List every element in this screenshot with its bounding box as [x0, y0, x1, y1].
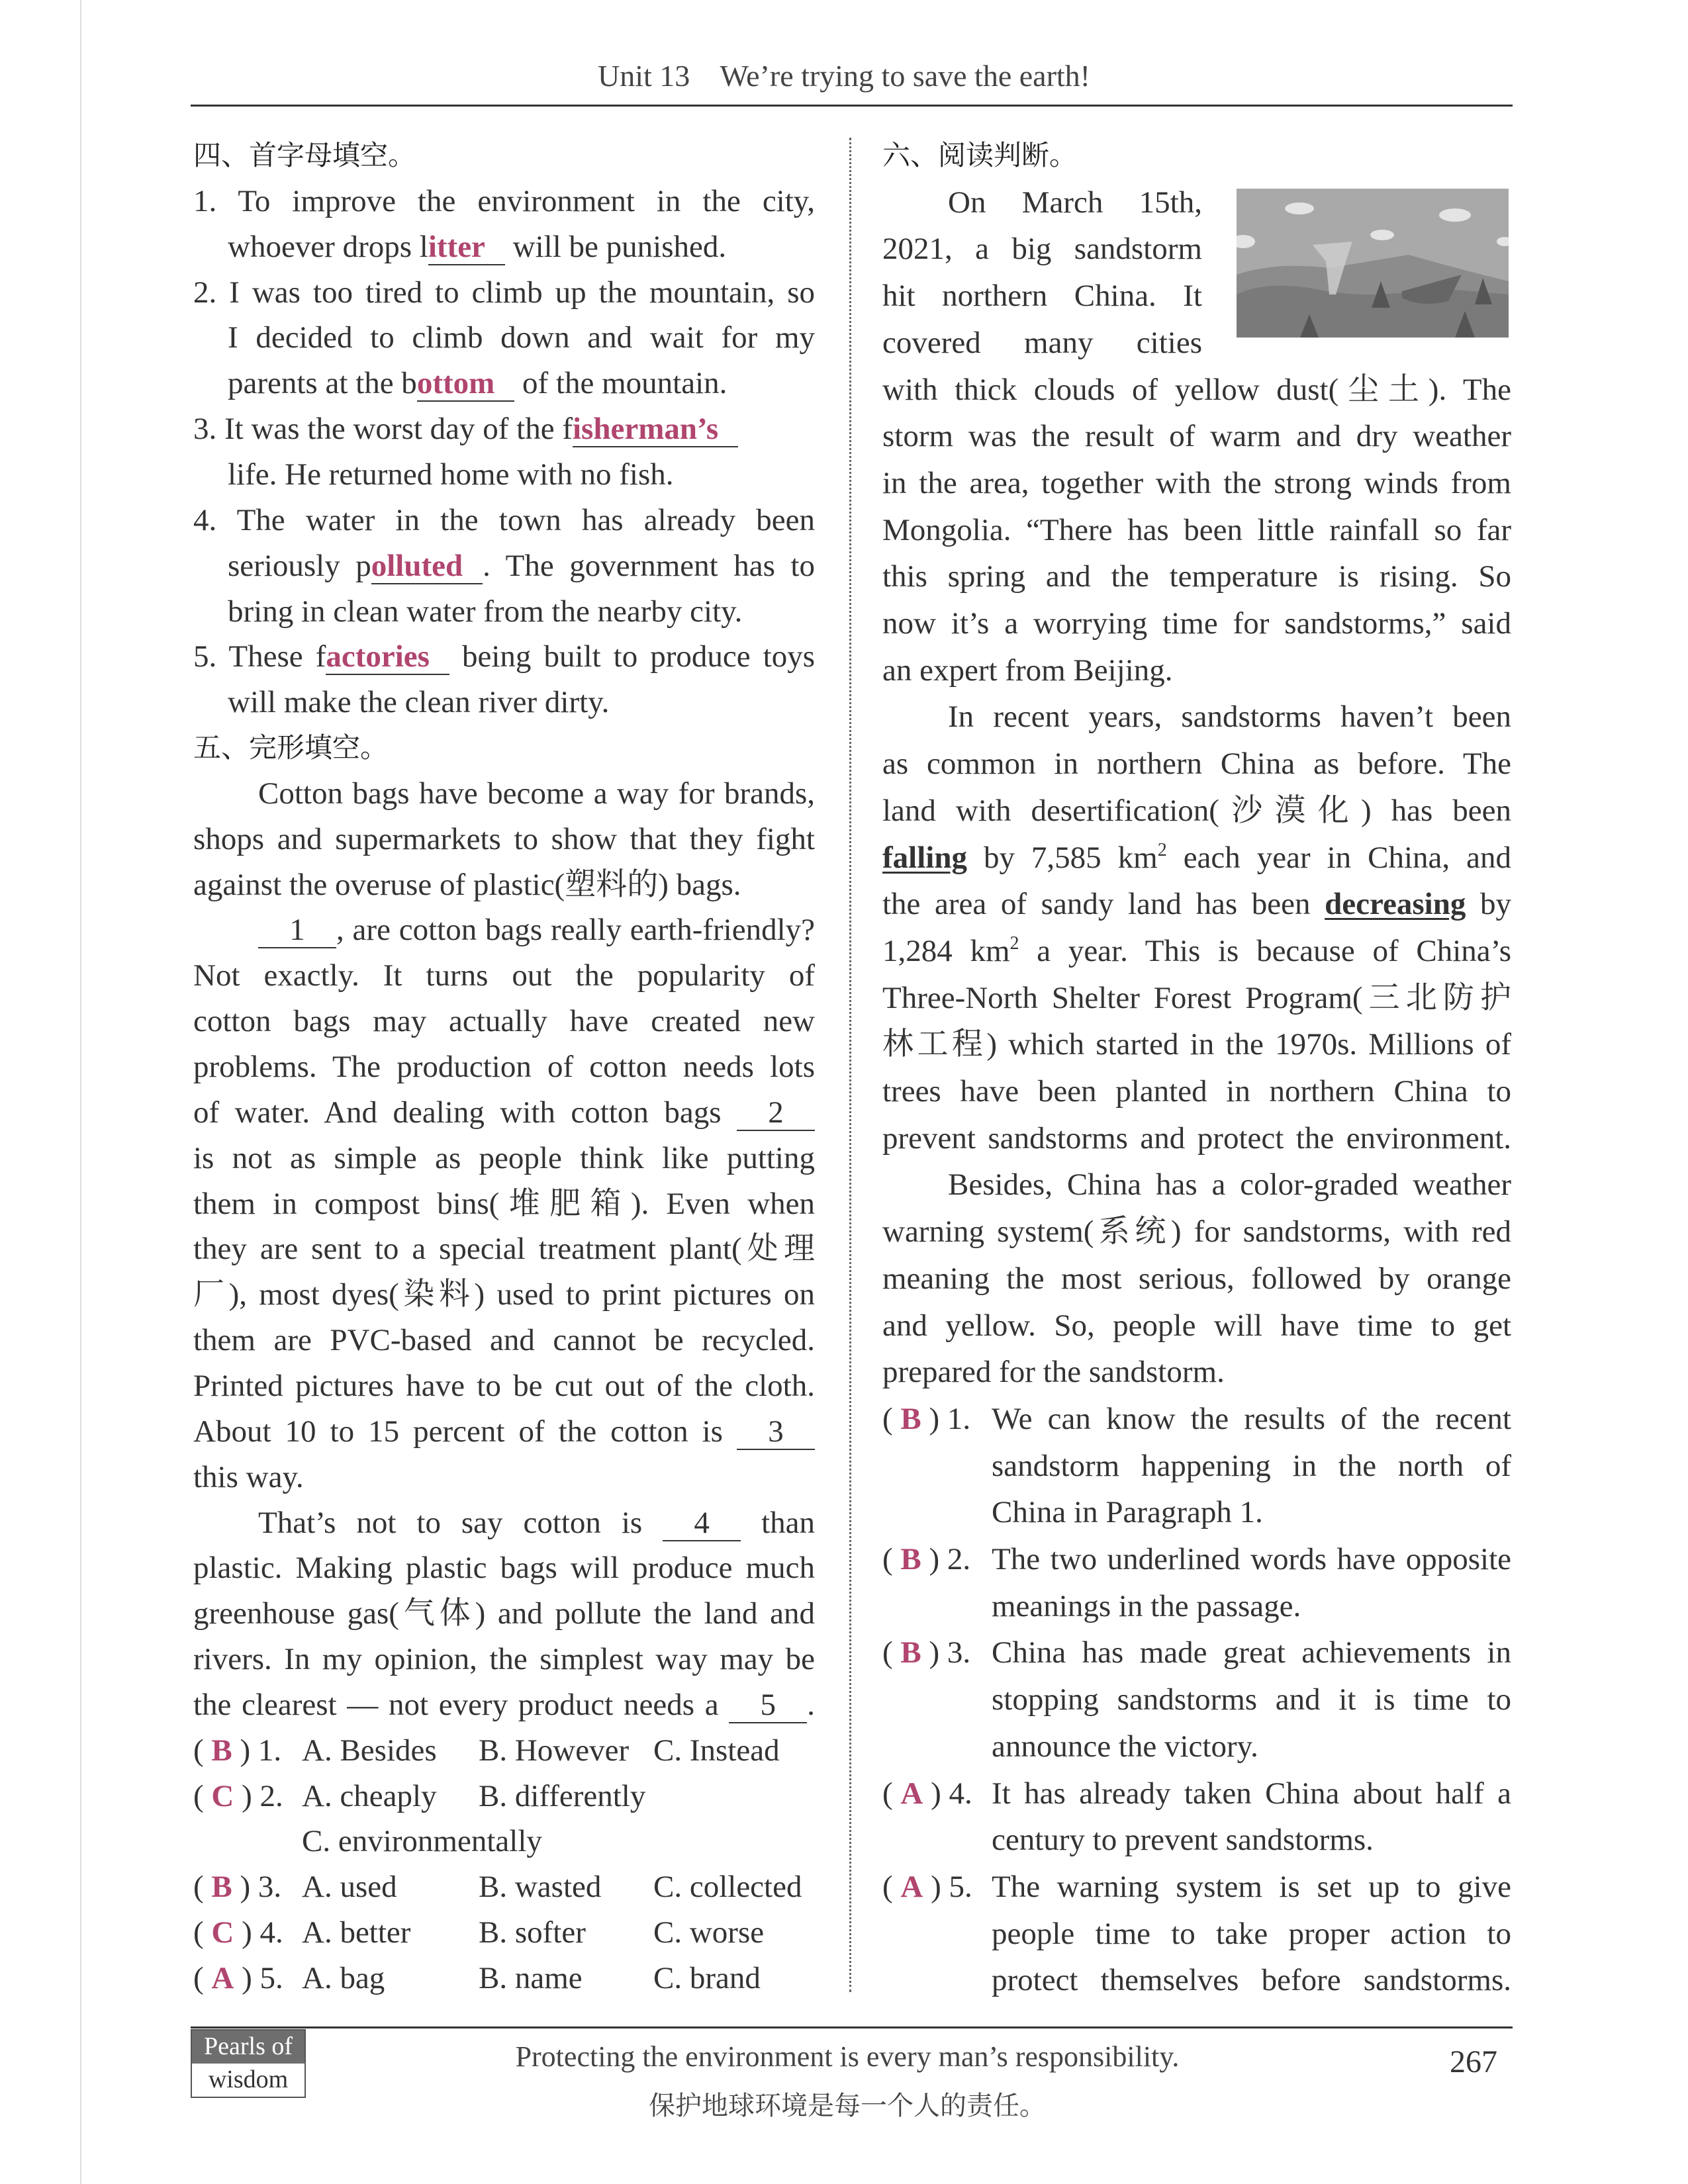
- text-segment: covered many cities: [882, 325, 1202, 360]
- superscript: 2: [1009, 933, 1019, 954]
- section-heading: [193, 136, 815, 175]
- question-number: 4.: [259, 1915, 283, 1950]
- question-prefix: [882, 1867, 972, 1907]
- footer-quote-chinese: 保护地球环境是每一个人的责任。: [649, 2091, 1046, 2121]
- text-line: [228, 318, 815, 357]
- answer-options-line: [193, 1731, 815, 1770]
- text-segment: .: [807, 1687, 815, 1722]
- cloze-blank: 3: [737, 1414, 815, 1450]
- text-line: [882, 416, 1511, 456]
- text-segment: the clearest — not every product needs a: [193, 1687, 729, 1722]
- text-line: [882, 604, 1511, 643]
- text-segment: On March 15th,: [948, 185, 1202, 220]
- text-segment: hit northern China. It: [882, 279, 1202, 314]
- option-a: A. bag: [302, 1961, 385, 1995]
- text-segment: people time to take proper action to: [992, 1916, 1511, 1951]
- text-line: [228, 455, 815, 494]
- text-line: [948, 183, 1202, 222]
- text-line: [882, 370, 1511, 410]
- text-segment: being built to produce toys: [449, 639, 816, 674]
- filled-answer: actories: [326, 639, 449, 675]
- text-segment: now it’s a worrying time for sandstorms,” said: [882, 606, 1511, 641]
- filled-answer: isherman’s: [573, 412, 738, 447]
- text-segment: That’s not to say cotton is: [258, 1505, 663, 1540]
- text-line: [193, 1685, 815, 1725]
- text-segment: life. He returned home with no fish.: [228, 457, 674, 492]
- text-segment: It has already taken China about half a: [992, 1776, 1511, 1811]
- text-segment: storm was the result of warm and dry weather: [882, 419, 1511, 454]
- text-line: [992, 1727, 1511, 1766]
- text-segment: 1,284 km: [882, 933, 1010, 968]
- text-line: [882, 1259, 1511, 1298]
- text-segment: 2021, a big sandstorm: [882, 232, 1202, 267]
- question-line: [992, 1399, 1511, 1439]
- option-a: A. Besides: [302, 1733, 437, 1768]
- option-a: C. environmentally: [302, 1824, 542, 1859]
- text-line: [193, 500, 815, 540]
- text-line: [992, 1960, 1511, 2000]
- answer-options-line: [193, 1821, 815, 1861]
- text-segment: 六、阅读判断。: [882, 139, 1078, 171]
- answer-choice: ( B ): [193, 1870, 250, 1904]
- text-line: [193, 1184, 815, 1224]
- text-segment: , are cotton bags really earth-friendly?: [336, 913, 815, 948]
- text-segment: Mongolia. “There has been little rainfall so far: [882, 512, 1511, 547]
- text-line: [882, 838, 1511, 878]
- page-margin-line: [80, 0, 81, 2184]
- text-segment: them are PVC-based and cannot be recycled.: [193, 1323, 815, 1358]
- question-prefix: [882, 1774, 972, 1813]
- answer-choice: ( B ): [882, 1635, 939, 1670]
- text-segment: will make the clean river dirty.: [228, 685, 610, 720]
- text-segment: and yellow. So, people will have time to get: [882, 1308, 1511, 1343]
- text-segment: than: [741, 1505, 816, 1540]
- text-line: [228, 546, 815, 586]
- text-line: [882, 1024, 1511, 1064]
- text-line: [193, 1047, 815, 1087]
- question-number: 5.: [259, 1961, 283, 1995]
- option-c: C. Instead: [653, 1733, 780, 1768]
- text-line: [228, 592, 815, 631]
- text-segment: an expert from Beijing.: [882, 653, 1173, 688]
- text-segment: meanings in the passage.: [992, 1588, 1301, 1623]
- text-line: [193, 1138, 815, 1178]
- text-segment: China in Paragraph 1.: [992, 1495, 1263, 1530]
- text-segment: as common in northern China as before. The: [882, 747, 1511, 782]
- text-segment: by 7,585 km: [966, 840, 1158, 875]
- option-b: B. wasted: [479, 1870, 602, 1905]
- text-segment: 1. To improve the environment in the city,: [193, 183, 815, 218]
- sandstorm-illustration: [1237, 189, 1509, 338]
- text-segment: the area of sandy land has been: [882, 887, 1325, 922]
- text-line: [882, 1071, 1511, 1111]
- question-prefix: [882, 1633, 970, 1672]
- question-number: 3.: [258, 1870, 282, 1905]
- text-line: [193, 819, 815, 859]
- text-segment: them in compost bins(堆肥箱). Even when: [193, 1186, 815, 1221]
- text-line: [228, 227, 815, 267]
- option-c: C. collected: [653, 1870, 802, 1905]
- option-a: A. better: [302, 1915, 411, 1950]
- answer-options-line: [193, 1776, 815, 1816]
- text-line: [882, 510, 1511, 550]
- question-line: [992, 1867, 1511, 1907]
- text-segment: Cotton bags have become a way for brands,: [258, 776, 815, 811]
- text-line: [193, 409, 815, 449]
- text-line: [882, 1306, 1511, 1345]
- text-line: [882, 276, 1202, 316]
- text-line: [882, 791, 1511, 831]
- text-segment: will be punished.: [504, 229, 727, 264]
- question-number: 2.: [947, 1542, 971, 1576]
- answer-options-line: [193, 1913, 815, 1952]
- superscript: 2: [1157, 839, 1167, 860]
- cloze-blank: 2: [737, 1095, 815, 1131]
- header-divider: [191, 105, 1513, 107]
- text-line: [882, 323, 1202, 363]
- text-segment: of water. And dealing with cotton bags: [193, 1095, 737, 1130]
- text-segment: sandstorm happening in the north of: [992, 1448, 1511, 1483]
- question-line: [992, 1774, 1511, 1813]
- text-segment: I decided to climb down and wait for my: [228, 320, 815, 355]
- option-c: C. worse: [653, 1915, 765, 1950]
- text-line: [948, 1165, 1511, 1205]
- text-line: [992, 1914, 1511, 1954]
- text-line: [193, 1320, 815, 1360]
- text-segment: is not as simple as people think like putting: [193, 1140, 815, 1175]
- text-segment: century to prevent sandstorms.: [992, 1823, 1374, 1858]
- text-segment: prepared for the sandstorm.: [882, 1355, 1225, 1390]
- question-line: [992, 1633, 1511, 1672]
- unit-header-title: Unit 13 We’re trying to save the earth!: [598, 59, 1090, 93]
- text-segment: whoever drops l: [228, 229, 428, 264]
- text-segment: bring in clean water from the nearby city.: [228, 594, 743, 629]
- pearls-label: Pearls of: [192, 2030, 305, 2064]
- text-line: [882, 557, 1511, 596]
- text-segment: plastic. Making plastic bags will produce much: [193, 1551, 815, 1586]
- text-line: [258, 910, 815, 950]
- text-segment: seriously p: [228, 548, 371, 583]
- question-line: [992, 1539, 1511, 1579]
- text-line: [992, 1586, 1511, 1626]
- question-number: 1.: [947, 1401, 971, 1436]
- text-segment: stopping sandstorms and it is time to: [992, 1682, 1511, 1717]
- text-segment: announce the victory.: [992, 1729, 1258, 1764]
- answer-options-line: [193, 1958, 815, 1998]
- option-c: C. brand: [653, 1961, 761, 1995]
- text-segment: 林工程) which started in the 1970s. Millions of: [882, 1027, 1511, 1062]
- text-line: [193, 1366, 815, 1406]
- text-line: [193, 1594, 815, 1633]
- text-line: [992, 1492, 1511, 1532]
- text-line: [992, 1446, 1511, 1486]
- text-segment: China has made great achievements in: [992, 1635, 1511, 1670]
- footer-divider: [191, 2026, 1513, 2028]
- footer-quote-english: Protecting the environment is every man’s responsibility.: [515, 2040, 1180, 2073]
- text-line: [992, 1820, 1511, 1860]
- text-line: [882, 884, 1511, 924]
- answer-choice: ( B ): [882, 1542, 939, 1576]
- text-segment: We can know the results of the recent: [992, 1401, 1511, 1436]
- option-b: B. softer: [479, 1915, 586, 1950]
- text-line: [193, 1457, 815, 1497]
- page-number: 267: [1450, 2044, 1497, 2079]
- text-segment: this way.: [193, 1459, 304, 1494]
- text-segment: with thick clouds of yellow dust(尘土). The: [882, 372, 1511, 407]
- cloze-blank: 4: [663, 1506, 741, 1541]
- answer-choice: ( B ): [193, 1733, 250, 1768]
- question-number: 3.: [947, 1635, 971, 1670]
- text-line: [258, 774, 815, 813]
- filled-answer: olluted: [371, 549, 483, 584]
- text-segment: In recent years, sandstorms haven’t been: [948, 700, 1511, 735]
- text-segment: they are sent to a special treatment plant(处理: [193, 1232, 815, 1267]
- option-b: B. differently: [479, 1778, 646, 1813]
- question-number: 4.: [949, 1776, 972, 1811]
- text-line: [882, 931, 1511, 971]
- question-number: 2.: [259, 1778, 283, 1813]
- text-segment: 厂), most dyes(染料) used to print pictures on: [193, 1277, 815, 1312]
- text-segment: protect themselves before sandstorms.: [992, 1963, 1511, 1998]
- option-b: B. However: [479, 1733, 630, 1768]
- text-segment: Printed pictures have to be cut out of the cloth.: [193, 1368, 815, 1403]
- text-segment: 五、完形填空。: [193, 731, 389, 764]
- answer-options-line: [193, 1867, 815, 1907]
- text-line: [193, 273, 815, 312]
- text-segment: each year in China, and: [1166, 840, 1511, 875]
- text-segment: The two underlined words have opposite: [992, 1542, 1511, 1576]
- text-line: [193, 637, 815, 676]
- text-segment: land with desertification(沙漠化) has been: [882, 793, 1511, 828]
- cloze-blank: 5: [729, 1688, 807, 1723]
- text-segment: problems. The production of cotton needs lots: [193, 1050, 815, 1084]
- cloze-blank: 1: [258, 913, 336, 948]
- text-line: [992, 1680, 1511, 1719]
- text-segment: of the mountain.: [514, 366, 727, 401]
- text-segment: Besides, China has a color-graded weather: [948, 1167, 1511, 1203]
- text-segment: meaning the most serious, followed by orange: [882, 1261, 1511, 1296]
- text-line: [193, 1412, 815, 1451]
- text-line: [882, 229, 1202, 269]
- text-segment: Not exactly. It turns out the popularity of: [193, 958, 815, 993]
- text-segment: rivers. In my opinion, the simplest way may be: [193, 1642, 815, 1677]
- text-line: [228, 363, 815, 403]
- text-segment: this spring and the temperature is rising. So: [882, 559, 1511, 594]
- text-segment: prevent sandstorms and protect the environment.: [882, 1120, 1511, 1156]
- text-line: [882, 1212, 1511, 1251]
- text-segment: The warning system is set up to give: [992, 1869, 1511, 1904]
- text-line: [193, 1548, 815, 1588]
- text-line: [882, 978, 1511, 1018]
- answer-choice: ( B ): [882, 1402, 939, 1436]
- text-segment: 2. I was too tired to climb up the mountain, so: [193, 275, 815, 310]
- text-line: [882, 1352, 1511, 1392]
- filled-answer: ottom: [417, 366, 514, 402]
- question-number: 5.: [949, 1869, 972, 1904]
- text-segment: by: [1466, 887, 1512, 922]
- question-number: 1.: [258, 1733, 282, 1768]
- text-segment: cotton bags may actually have created new: [193, 1004, 815, 1039]
- text-segment: About 10 to 15 percent of the cotton is: [193, 1414, 737, 1449]
- underlined-word: falling: [882, 840, 967, 875]
- text-line: [193, 1639, 815, 1679]
- section-heading: [193, 728, 815, 768]
- text-segment: 4. The water in the town has already been: [193, 502, 815, 537]
- underlined-word: decreasing: [1325, 887, 1466, 922]
- text-line: [882, 1118, 1511, 1158]
- section-heading: [882, 136, 1511, 175]
- text-line: [193, 1093, 815, 1132]
- text-line: [948, 697, 1511, 737]
- answer-choice: ( A ): [882, 1776, 941, 1811]
- answer-choice: ( A ): [882, 1870, 941, 1904]
- text-segment: 四、首字母填空。: [193, 139, 416, 171]
- text-line: [882, 651, 1511, 690]
- text-line: [228, 682, 815, 722]
- text-segment: greenhouse gas(气体) and pollute the land and: [193, 1596, 815, 1631]
- text-line: [882, 463, 1511, 503]
- question-prefix: [882, 1399, 970, 1439]
- option-b: B. name: [479, 1961, 583, 1995]
- text-segment: 3. It was the worst day of the f: [193, 412, 573, 447]
- answer-choice: ( C ): [193, 1779, 252, 1813]
- option-a: A. cheaply: [302, 1778, 437, 1813]
- text-line: [258, 1503, 815, 1543]
- column-divider: [849, 138, 851, 1992]
- text-line: [193, 1001, 815, 1041]
- text-line: [193, 1229, 815, 1269]
- text-segment: parents at the b: [228, 366, 417, 401]
- text-segment: in the area, together with the strong winds from: [882, 465, 1511, 500]
- answer-choice: ( A ): [193, 1961, 252, 1995]
- text-segment: a year. This is because of China’s: [1019, 933, 1511, 968]
- text-segment: shops and supermarkets to show that they fight: [193, 821, 815, 856]
- answer-choice: ( C ): [193, 1915, 252, 1950]
- wisdom-label: wisdom: [208, 2066, 289, 2093]
- text-segment: . The government has to: [483, 548, 815, 583]
- text-segment: trees have been planted in northern China to: [882, 1074, 1511, 1109]
- filled-answer: itter: [428, 230, 505, 265]
- text-segment: warning system(系统) for sandstorms, with red: [882, 1214, 1511, 1250]
- text-segment: against the overuse of plastic(塑料的) bags.: [193, 867, 741, 902]
- text-segment: Three-North Shelter Forest Program(三北防护: [882, 980, 1511, 1015]
- text-line: [882, 744, 1511, 784]
- text-segment: 5. These f: [193, 639, 326, 674]
- text-line: [193, 1275, 815, 1314]
- text-line: [193, 181, 815, 221]
- text-line: [193, 865, 815, 905]
- question-prefix: [882, 1539, 970, 1579]
- option-a: A. used: [302, 1870, 397, 1905]
- text-line: [193, 956, 815, 995]
